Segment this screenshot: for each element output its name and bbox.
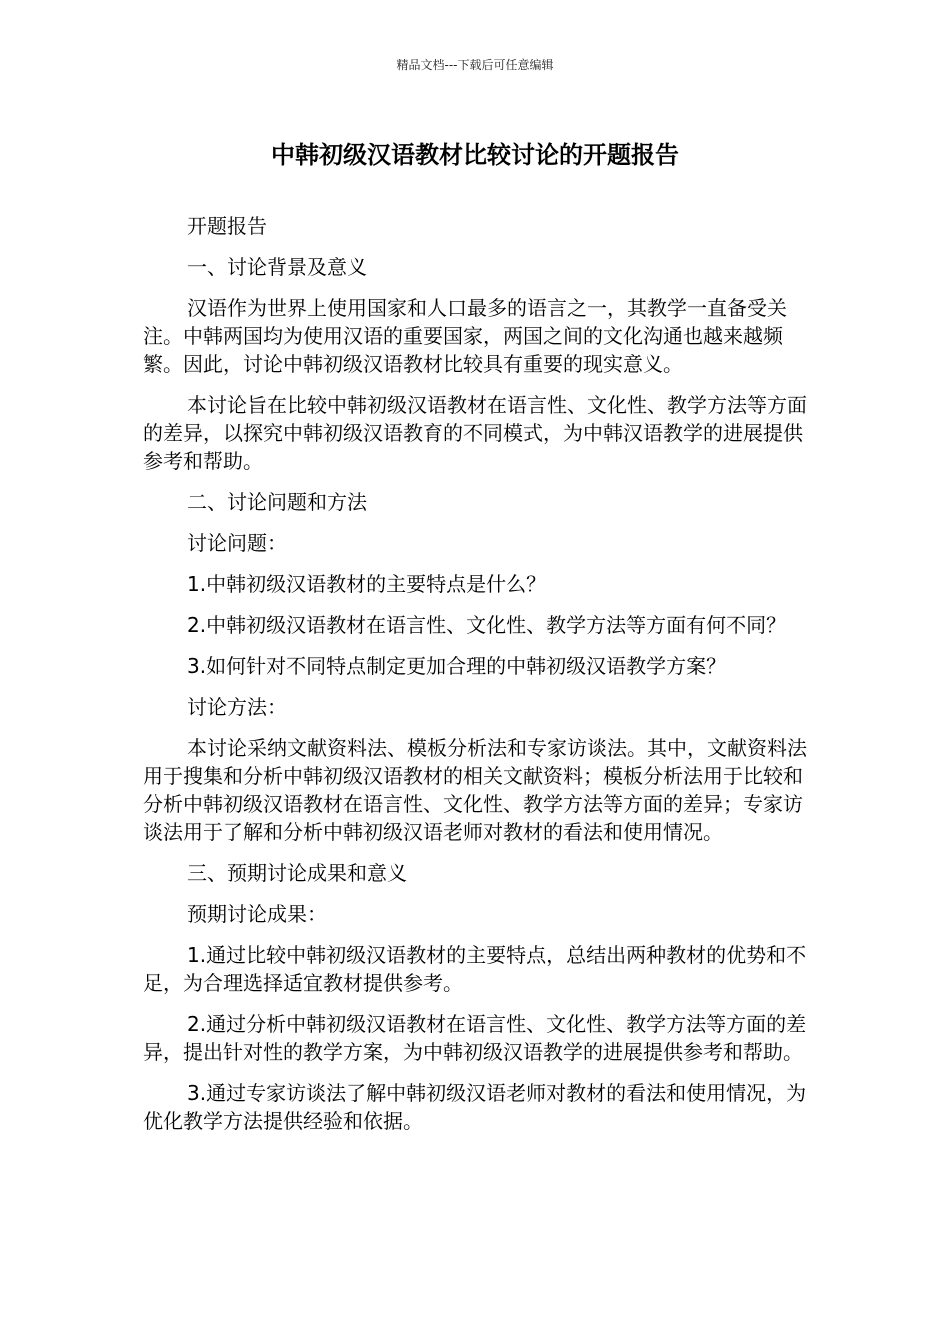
- subheading-expected-results: 预期讨论成果：: [187, 902, 327, 926]
- paragraph-background: 汉语作为世界上使用国家和人口最多的语言之一，其教学一直备受关注。中韩两国均为使用汉语的重要国家，两国之间的文化沟通也越来越频繁。因此，讨论中韩初级汉语教材比较具有重要的现实意义。: [143, 296, 787, 376]
- subheading-questions: 讨论问题：: [187, 531, 287, 555]
- section-heading-questions-methods: 二、讨论问题和方法: [187, 490, 367, 514]
- question-item-1: 1.中韩初级汉语教材的主要特点是什么？: [187, 572, 547, 596]
- paragraph-report-label: 开题报告: [187, 214, 267, 238]
- paragraph-purpose: 本讨论旨在比较中韩初级汉语教材在语言性、文化性、教学方法等方面的差异，以探究中韩初级汉语教育的不同模式，为中韩汉语教学的进展提供参考和帮助。: [143, 393, 807, 473]
- running-header: 精品文档---下载后可任意编辑: [396, 58, 554, 72]
- result-item-2: 2.通过分析中韩初级汉语教材在语言性、文化性、教学方法等方面的差异，提出针对性的教学方案，为中韩初级汉语教学的进展提供参考和帮助。: [143, 1012, 807, 1064]
- subheading-methods: 讨论方法：: [187, 695, 287, 719]
- section-heading-background: 一、讨论背景及意义: [187, 255, 367, 279]
- question-item-2: 2.中韩初级汉语教材在语言性、文化性、教学方法等方面有何不同？: [187, 613, 787, 637]
- section-heading-expected-results: 三、预期讨论成果和意义: [187, 861, 407, 885]
- result-item-1: 1.通过比较中韩初级汉语教材的主要特点，总结出两种教材的优势和不足，为合理选择适宜教材提供参考。: [143, 943, 807, 995]
- result-item-3: 3.通过专家访谈法了解中韩初级汉语老师对教材的看法和使用情况，为优化教学方法提供经验和依据。: [143, 1081, 807, 1133]
- question-item-3: 3.如何针对不同特点制定更加合理的中韩初级汉语教学方案？: [187, 654, 727, 678]
- paragraph-methods: 本讨论采纳文献资料法、模板分析法和专家访谈法。其中，文献资料法用于搜集和分析中韩初级汉语教材的相关文献资料；模板分析法用于比较和分析中韩初级汉语教材在语言性、文化性、教学方法等方面的差异；专家访谈法用于了解和分析中韩初级汉语老师对教材的看法和使用情况。: [143, 736, 807, 844]
- document-body: [143, 212, 809, 1148]
- document-title: 中韩初级汉语教材比较讨论的开题报告: [271, 141, 679, 169]
